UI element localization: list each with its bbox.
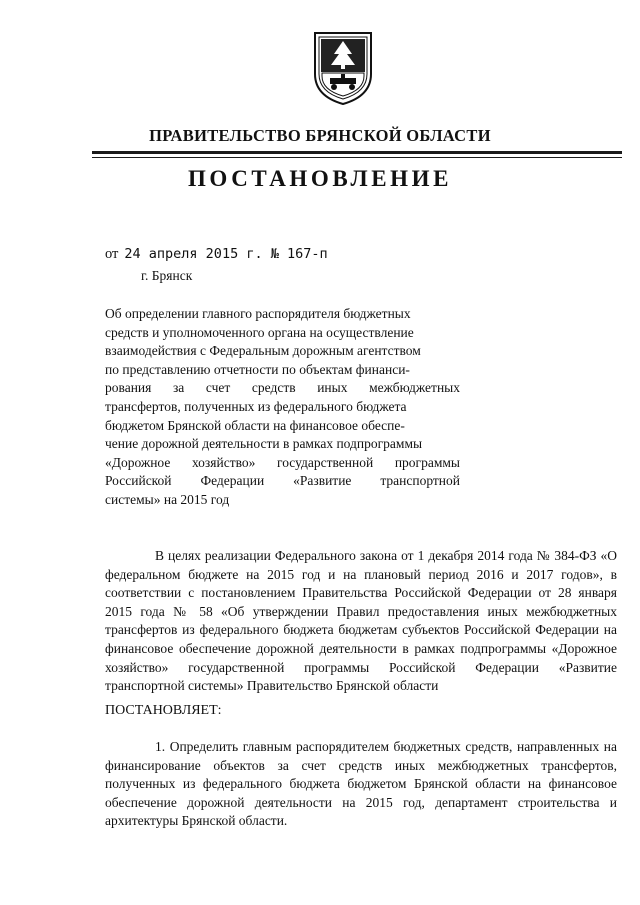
clause-1: 1. Определить главным распорядителем бюджетных средств, направленных на финансирование объектов за счет средств иных межбюджетных трансфертов, полученных из федерального бюджета бюджетом Брянской области на финансовое обеспечение дорожной деятельности на 2015 год, департамент строительства и архитектуры Брянской области.	[105, 739, 617, 829]
subject-line: взаимодействия с Федеральным дорожным агентством	[105, 343, 421, 359]
subject-line: Российской Федерации «Развитие транспортной	[105, 473, 460, 489]
date-number-line	[105, 246, 328, 263]
government-title: ПРАВИТЕЛЬСТВО БРЯНСКОЙ ОБЛАСТИ	[149, 126, 491, 145]
subject-line: Об определении главного распорядителя бюджетных	[105, 306, 411, 321]
subject-line: рования за счет средств иных межбюджетных	[105, 380, 460, 396]
preamble-paragraph: В целях реализации Федерального закона от 1 декабря 2014 года № 384-ФЗ «О федеральном бюджете на 2015 год и на плановый период 2016 и 2017 годов», в соответствии с постановлением Правительства Российской Федерации от 28 января 2015 года № 58 «Об утверждении Правил предоставления иных межбюджетных трансфертов из федерального бюджета бюджетам субъектов Российской Федерации на финансовое обеспечение дорожной деятельности в рамках подпрограммы «Дорожное хозяйство» государственной программы Российской Федерации «Развитие транспортной системы» Правительство Брянской области	[105, 548, 617, 694]
decree-word: ПОСТАНОВЛЯЕТ:	[105, 703, 222, 718]
subject-line: «Дорожное хозяйство» государственной программы	[105, 454, 460, 470]
subject-line: чение дорожной деятельности в рамках подпрограммы	[105, 436, 423, 452]
city-label: г. Брянск	[141, 268, 193, 283]
subject-line: системы» на 2015 год	[105, 491, 230, 507]
subject-line: по представлению отчетности по объектам финанси-	[105, 361, 410, 377]
document-type-title: ПОСТАНОВЛЕНИЕ	[187, 166, 453, 191]
date-and-number: 24 апреля 2015 г. № 167-п	[124, 246, 328, 262]
header-rule-thin	[92, 157, 622, 158]
bryansk-coat-of-arms-icon	[312, 30, 374, 106]
from-label: от	[105, 246, 119, 262]
subject-line: трансфертов, полученных из федерального бюджета	[105, 398, 407, 414]
header-rule-thick	[92, 151, 622, 154]
subject-line: бюджетом Брянской области на финансовое обеспе-	[105, 417, 405, 433]
document-subject	[105, 305, 460, 510]
subject-line: средств и уполномоченного органа на осуществление	[105, 324, 414, 340]
